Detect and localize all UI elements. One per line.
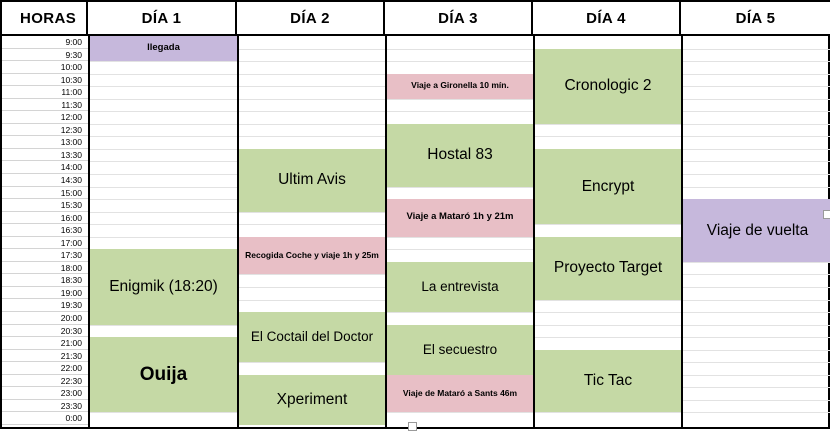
- grid-line: [683, 187, 830, 188]
- selection-handle-bottom[interactable]: [408, 422, 417, 431]
- grid-line: [683, 124, 830, 125]
- header-cell-dia-5: DÍA 5: [735, 9, 776, 27]
- header-cell-dia-3: DÍA 3: [385, 2, 533, 34]
- grid-line: [683, 300, 830, 301]
- day-column-3: [387, 36, 535, 427]
- grid-line: [90, 111, 237, 112]
- grid-line: [387, 237, 533, 238]
- time-label: 19:30: [2, 299, 88, 312]
- grid-line: [683, 325, 830, 326]
- grid-line: [387, 61, 533, 62]
- schedule-event[interactable]: Enigmik (18:20): [90, 249, 237, 324]
- grid-line: [683, 161, 830, 162]
- grid-line: [387, 111, 533, 112]
- schedule-event[interactable]: Ultim Avis: [239, 149, 385, 212]
- grid-line: [90, 86, 237, 87]
- grid-line: [90, 212, 237, 213]
- grid-line: [535, 300, 681, 301]
- grid-line: [239, 61, 385, 62]
- time-label: 11:00: [2, 86, 88, 99]
- schedule-event[interactable]: llegada: [90, 36, 237, 61]
- header-cell-horas: HORAS: [0, 2, 88, 34]
- time-label: 16:30: [2, 224, 88, 237]
- schedule-event[interactable]: Viaje de vuelta: [683, 199, 830, 262]
- grid-line: [90, 187, 237, 188]
- time-label: 16:00: [2, 212, 88, 225]
- schedule-event[interactable]: Tic Tac: [535, 350, 681, 413]
- grid-line: [90, 124, 237, 125]
- grid-line: [239, 124, 385, 125]
- grid-line: [239, 300, 385, 301]
- schedule-event[interactable]: Proyecto Target: [535, 237, 681, 300]
- grid-line: [90, 174, 237, 175]
- grid-line: [535, 224, 681, 225]
- schedule-event[interactable]: Ouija: [90, 337, 237, 412]
- schedule-body: [0, 36, 830, 429]
- schedule-event[interactable]: Viaje a Mataró 1h y 21m: [387, 199, 533, 237]
- time-label: 22:30: [2, 375, 88, 388]
- grid-line: [239, 362, 385, 363]
- grid-line: [90, 224, 237, 225]
- schedule-header-row: [0, 0, 830, 36]
- grid-line: [535, 124, 681, 125]
- schedule-event[interactable]: Cronologic 2: [535, 49, 681, 124]
- time-label: 21:30: [2, 350, 88, 363]
- grid-line: [90, 99, 237, 100]
- time-label: 13:30: [2, 149, 88, 162]
- time-label: 15:00: [2, 187, 88, 200]
- schedule-event[interactable]: El secuestro: [387, 325, 533, 375]
- grid-line: [683, 274, 830, 275]
- grid-line: [387, 249, 533, 250]
- grid-line: [535, 312, 681, 313]
- schedule-event[interactable]: Hostal 83: [387, 124, 533, 187]
- schedule-event[interactable]: Recogida Coche y viaje 1h y 25m: [239, 237, 385, 275]
- grid-line: [683, 86, 830, 87]
- grid-line: [239, 86, 385, 87]
- grid-line: [683, 337, 830, 338]
- time-label: 11:30: [2, 99, 88, 112]
- time-label: 14:30: [2, 174, 88, 187]
- time-label: 21:00: [2, 337, 88, 350]
- schedule-event[interactable]: El Coctail del Doctor: [239, 312, 385, 362]
- grid-line: [90, 61, 237, 62]
- time-column: [2, 36, 90, 427]
- grid-line: [90, 161, 237, 162]
- grid-line: [387, 412, 533, 413]
- grid-line: [683, 136, 830, 137]
- grid-line: [239, 49, 385, 50]
- time-label: 9:00: [2, 36, 88, 49]
- grid-line: [535, 337, 681, 338]
- time-label: 0:00: [2, 412, 88, 425]
- time-label: 15:30: [2, 199, 88, 212]
- time-label: 12:00: [2, 111, 88, 124]
- time-label: 20:30: [2, 325, 88, 338]
- schedule-event[interactable]: Encrypt: [535, 149, 681, 224]
- grid-line: [683, 61, 830, 62]
- time-label: 23:30: [2, 400, 88, 413]
- time-label: 17:30: [2, 249, 88, 262]
- header-cell-dia-4: DÍA 4: [533, 2, 681, 34]
- grid-line: [683, 174, 830, 175]
- time-label: 10:30: [2, 74, 88, 87]
- schedule-event[interactable]: La entrevista: [387, 262, 533, 312]
- grid-line: [683, 262, 830, 263]
- grid-line: [239, 99, 385, 100]
- header-cell-dia-1: DÍA 1: [88, 2, 237, 34]
- grid-line: [683, 362, 830, 363]
- grid-line: [387, 187, 533, 188]
- grid-line: [535, 325, 681, 326]
- grid-line: [535, 412, 681, 413]
- time-label: 22:00: [2, 362, 88, 375]
- grid-line: [387, 49, 533, 50]
- grid-line: [239, 224, 385, 225]
- grid-line: [387, 99, 533, 100]
- grid-line: [683, 287, 830, 288]
- grid-line: [90, 325, 237, 326]
- time-label: 18:30: [2, 274, 88, 287]
- header-cell-dia-2: DÍA 2: [237, 2, 385, 34]
- grid-line: [239, 287, 385, 288]
- grid-line: [683, 149, 830, 150]
- grid-line: [239, 74, 385, 75]
- time-label: 18:00: [2, 262, 88, 275]
- grid-line: [683, 412, 830, 413]
- time-label: 19:00: [2, 287, 88, 300]
- grid-line: [535, 136, 681, 137]
- grid-line: [90, 149, 237, 150]
- grid-line: [387, 312, 533, 313]
- day-column-5: [683, 36, 830, 427]
- time-label: 20:00: [2, 312, 88, 325]
- grid-line: [90, 136, 237, 137]
- schedule-event[interactable]: Viaje de Mataró a Sants 46m: [387, 375, 533, 413]
- time-label: 10:00: [2, 61, 88, 74]
- grid-line: [683, 49, 830, 50]
- grid-line: [90, 412, 237, 413]
- time-label: 12:30: [2, 124, 88, 137]
- grid-line: [90, 199, 237, 200]
- time-label: 23:00: [2, 387, 88, 400]
- grid-line: [683, 99, 830, 100]
- time-label: 14:00: [2, 161, 88, 174]
- day-column-2: [239, 36, 387, 427]
- grid-line: [683, 111, 830, 112]
- grid-line: [683, 74, 830, 75]
- grid-line: [90, 237, 237, 238]
- grid-line: [239, 212, 385, 213]
- selection-handle-right[interactable]: [823, 210, 830, 219]
- grid-line: [683, 312, 830, 313]
- day-column-1: [90, 36, 239, 427]
- grid-line: [683, 350, 830, 351]
- schedule-event[interactable]: Viaje a Gironella 10 mín.: [387, 74, 533, 99]
- grid-line: [239, 111, 385, 112]
- grid-line: [90, 74, 237, 75]
- time-label: 17:00: [2, 237, 88, 250]
- grid-line: [683, 375, 830, 376]
- time-label: 13:00: [2, 136, 88, 149]
- grid-line: [239, 136, 385, 137]
- day-column-4: [535, 36, 683, 427]
- grid-line: [683, 387, 830, 388]
- time-label: 9:30: [2, 49, 88, 62]
- grid-line: [239, 274, 385, 275]
- schedule-event[interactable]: Xperiment: [239, 375, 385, 425]
- grid-line: [683, 400, 830, 401]
